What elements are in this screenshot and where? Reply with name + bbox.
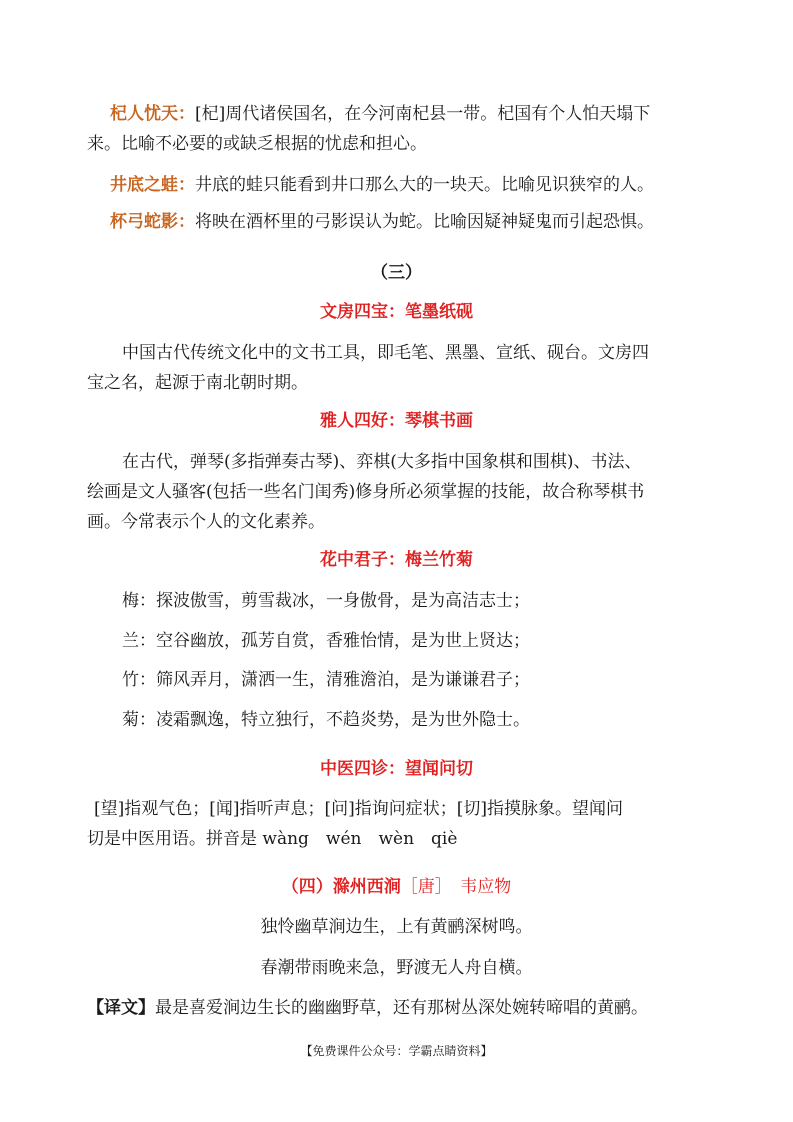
idiom-1-line-1 <box>110 103 650 125</box>
medicine-line-1: [望]指观气色；[闻]指听声息；[问]指询问症状；[切]指摸脉象。望闻问 <box>94 799 624 819</box>
scholar-line-3: 画。今常表示个人的文化素养。 <box>87 512 325 532</box>
flowers-heading: 花中君子：梅兰竹菊 <box>320 550 473 570</box>
idiom-2-term: 井底之蛙 <box>110 175 178 195</box>
idiom-1-line-2: 来。比喻不必要的或缺乏根据的忧虑和担心。 <box>87 134 427 154</box>
medicine-line-2: 切是中医用语。拼音是 wàng wén wèn qiè <box>87 829 458 849</box>
scholar-heading: 雅人四好：琴棋书画 <box>320 411 473 431</box>
footer-note: 【免费课件公众号：学霸点睛资料】 <box>300 1044 493 1058</box>
scholar-line-1: 在古代，弹琴(多指弹奏古琴)、弈棋(大多指中国象棋和围棋)、书法、 <box>122 452 642 472</box>
idiom-1-text-1: [杞]周代诸侯国名，在今河南杞县一带。杞国有个人怕天塌下 <box>195 104 651 124</box>
flower-item: 菊：凌霜飘逸，特立独行，不趋炎势，是为世外隐士。 <box>122 710 530 730</box>
idiom-3-text: 将映在酒杯里的弓影误认为蛇。比喻因疑神疑鬼而引起恐惧。 <box>195 212 654 232</box>
study-line-1: 中国古代传统文化中的文书工具，即毛笔、黑墨、宣纸、砚台。文房四 <box>122 343 649 363</box>
poem-title: （四）滁州西涧 <box>281 877 401 897</box>
idiom-2-line <box>110 174 654 196</box>
idiom-2-text: 井底的蛙只能看到井口那么大的一块天。比喻见识狭窄的人。 <box>195 175 654 195</box>
flower-item: 兰：空谷幽放，孤芳自赏，香雅怡情，是为世上贤达； <box>122 631 530 651</box>
poem-title-line <box>0 876 793 898</box>
poem-line: 春潮带雨晚来急，野渡无人舟自横。 <box>260 958 533 978</box>
poem-line: 独怜幽草涧边生，上有黄鹂深树鸣。 <box>260 917 533 937</box>
medicine-heading: 中医四诊：望闻问切 <box>320 759 473 779</box>
idiom-1-term: 杞人忧天 <box>110 104 178 124</box>
scholar-line-2: 绘画是文人骚客(包括一些名门闺秀)修身所必须掌握的技能，故合称琴棋书 <box>87 482 645 502</box>
translation-line <box>87 997 648 1019</box>
translation-label: 【译文】 <box>87 998 155 1018</box>
flower-item: 梅：探波傲雪，剪雪裁冰，一身傲骨，是为高洁志士； <box>122 591 530 611</box>
flower-item: 竹：筛风弄月，潇洒一生，清雅澹泊，是为谦谦君子； <box>122 670 530 690</box>
study-heading: 文房四宝：笔墨纸砚 <box>320 302 473 322</box>
idiom-1-sep: ： <box>178 104 195 124</box>
translation-text: 最是喜爱涧边生长的幽幽野草，还有那树丛深处婉转啼唱的黄鹂。 <box>155 998 648 1018</box>
section-three-heading: （三） <box>371 263 422 283</box>
idiom-3-sep: ： <box>178 212 195 232</box>
poem-author: ［唐］ 韦应物 <box>400 877 512 897</box>
idiom-3-term: 杯弓蛇影 <box>110 212 178 232</box>
study-line-2: 宝之名，起源于南北朝时期。 <box>87 373 308 393</box>
idiom-2-sep: ： <box>178 175 195 195</box>
idiom-3-line <box>110 211 654 233</box>
